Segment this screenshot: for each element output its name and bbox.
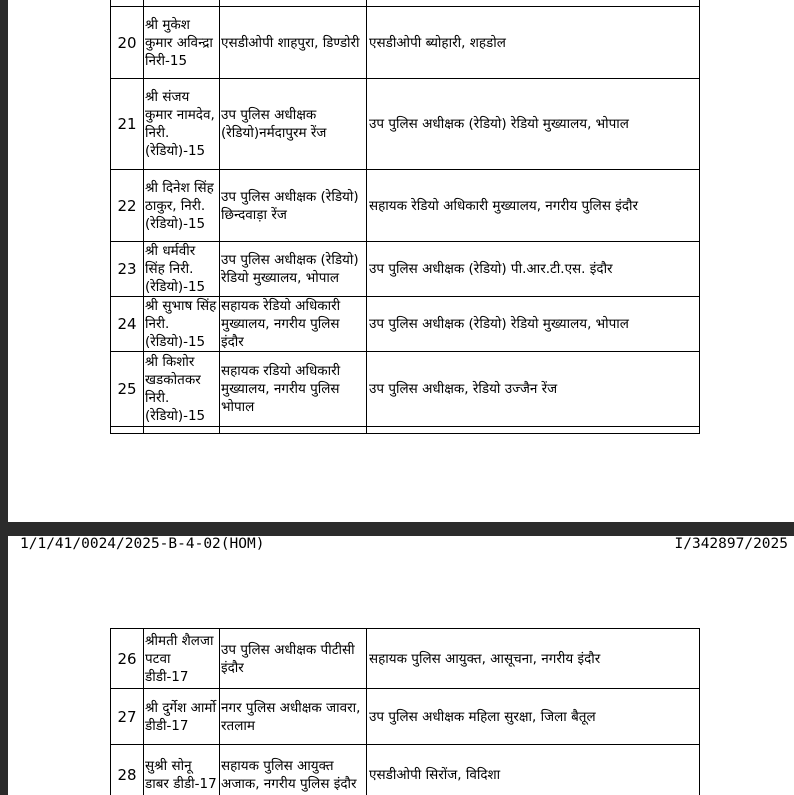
file-number: 1/1/41/0024/2025-B-4-02(HOM)	[20, 536, 265, 552]
table-row	[111, 170, 700, 242]
officer-name: श्री दुर्गेश आर्मो डीडी-17	[144, 689, 220, 745]
serial-number: 21	[111, 79, 144, 170]
new-posting: उप पुलिस अधीक्षक (रेडियो) रेडियो मुख्यालय, भोपाल	[367, 297, 700, 352]
officer-name: श्री दिनेश सिंह ठाकुर, निरी. (रेडियो)-15	[144, 170, 220, 242]
new-posting: एसडीओपी ब्योहारी, शहडोल	[367, 7, 700, 79]
current-posting: उप पुलिस अधीक्षक (रेडियो)नर्मदापुरम रेंज	[220, 79, 367, 170]
officer-name: श्रीमती शैलजा पटवा डीडी-17	[144, 629, 220, 689]
serial-number: 22	[111, 170, 144, 242]
officer-name: श्री धर्मवीर सिंह निरी. (रेडियो)-15	[144, 242, 220, 297]
officer-name: श्री मुकेश कुमार अविन्द्रा निरी-15	[144, 7, 220, 79]
current-posting: सहायक रडियो अधिकारी मुख्यालय, नगरीय पुलिस भोपाल	[220, 352, 367, 427]
officer-name: सुश्री सोनू डाबर डीडी-17	[144, 745, 220, 795]
current-posting: नगर पुलिस अधीक्षक जावरा, रतलाम	[220, 689, 367, 745]
transfer-table-page-2	[110, 628, 700, 795]
current-posting: उप पुलिस अधीक्षक (रेडियो) छिन्दवाड़ा रेंज	[220, 170, 367, 242]
new-posting: सहायक रेडियो अधिकारी मुख्यालय, नगरीय पुलिस इंदौर	[367, 170, 700, 242]
serial-number: 28	[111, 745, 144, 795]
current-posting: सहायक रेडियो अधिकारी मुख्यालय, नगरीय पुलिस इंदौर	[220, 297, 367, 352]
table-row-cut	[111, 427, 700, 434]
new-posting: उप पुलिस अधीक्षक (रेडियो) पी.आर.टी.एस. इंदौर	[367, 242, 700, 297]
officer-name: श्री किशोर खडकोतकर निरी. (रेडियो)-15	[144, 352, 220, 427]
table-row	[111, 79, 700, 170]
officer-name: श्री संजय कुमार नामदेव, निरी. (रेडियो)-15	[144, 79, 220, 170]
serial-number: 27	[111, 689, 144, 745]
current-posting: एसडीओपी शाहपुरा, डिण्डोरी	[220, 7, 367, 79]
table-row	[111, 629, 700, 689]
serial-number: 23	[111, 242, 144, 297]
table-row	[111, 297, 700, 352]
table-row	[111, 7, 700, 79]
transfer-table-page-1	[110, 0, 700, 434]
table-row	[111, 242, 700, 297]
table-row	[111, 745, 700, 795]
new-posting: सहायक पुलिस आयुक्त, आसूचना, नगरीय इंदौर	[367, 629, 700, 689]
table-row	[111, 689, 700, 745]
new-posting: उप पुलिस अधीक्षक (रेडियो) रेडियो मुख्यालय, भोपाल	[367, 79, 700, 170]
serial-number: 20	[111, 7, 144, 79]
new-posting: उप पुलिस अधीक्षक, रेडियो उज्जैन रेंज	[367, 352, 700, 427]
current-posting: उप पुलिस अधीक्षक पीटीसी इंदौर	[220, 629, 367, 689]
new-posting: एसडीओपी सिरोंज, विदिशा	[367, 745, 700, 795]
serial-number: 26	[111, 629, 144, 689]
serial-number: 24	[111, 297, 144, 352]
new-posting: उप पुलिस अधीक्षक महिला सुरक्षा, जिला बैतूल	[367, 689, 700, 745]
document-page-1	[8, 0, 794, 522]
page-header	[20, 536, 794, 554]
table-row	[111, 352, 700, 427]
current-posting: सहायक पुलिस आयुक्त अजाक, नगरीय पुलिस इंदौर	[220, 745, 367, 795]
current-posting: उप पुलिस अधीक्षक (रेडियो) रेडियो मुख्यालय, भोपाल	[220, 242, 367, 297]
document-number: I/342897/2025	[674, 536, 788, 552]
officer-name: श्री सुभाष सिंह निरी. (रेडियो)-15	[144, 297, 220, 352]
document-page-2	[8, 536, 794, 795]
serial-number: 25	[111, 352, 144, 427]
